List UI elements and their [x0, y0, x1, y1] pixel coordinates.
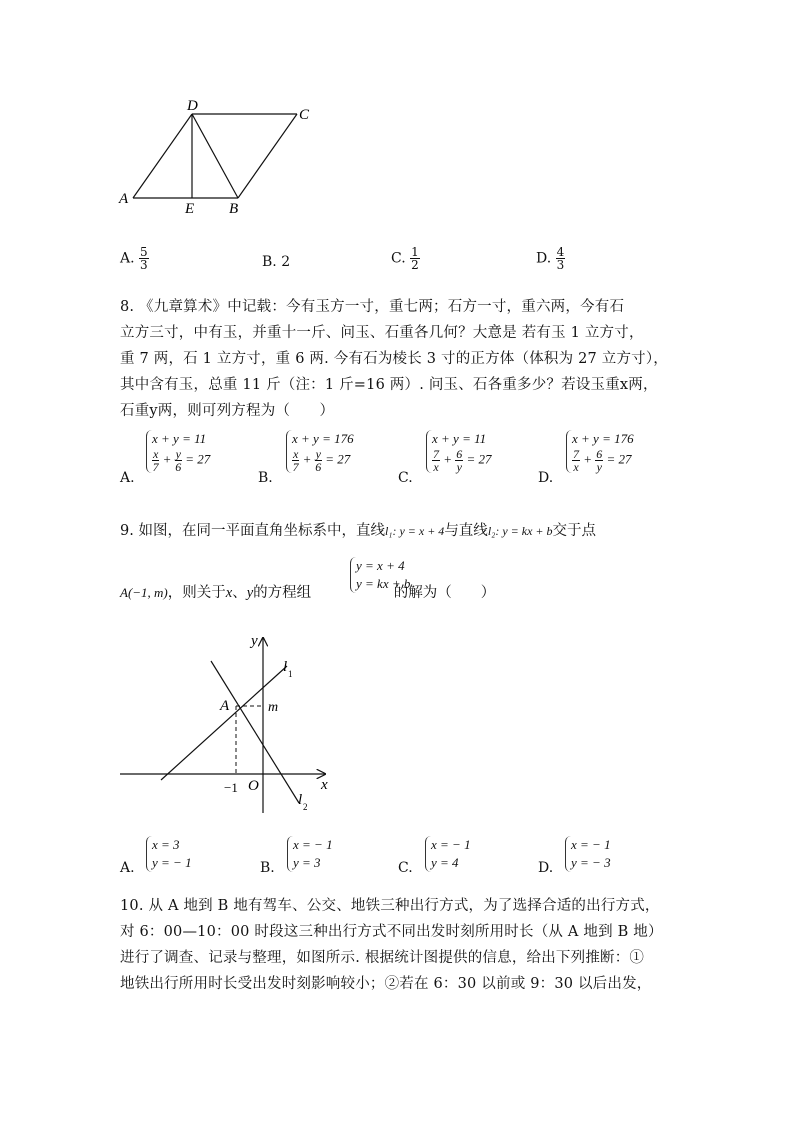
equation-system: x + y = 176 $\frac{x}{7}$ + $\frac{y}{6}$ = 27	[286, 430, 402, 473]
l2-equation: l₂: y = kx + b	[487, 524, 553, 538]
option-letter: A.	[120, 250, 135, 267]
solution-system: x = 3 y = − 1	[146, 836, 222, 872]
solution-system: x = − 1 y = 4	[425, 836, 501, 872]
q7-option-a[interactable]	[120, 246, 149, 271]
l1-equation: l₁: y = x + 4	[384, 524, 445, 538]
x-axis-label: x	[321, 777, 328, 793]
label-D: D	[187, 98, 198, 114]
l1-subscript: 1	[288, 669, 293, 679]
text-line: 石重y两，则可列方程为（ ）	[120, 403, 335, 419]
option-letter: C.	[391, 250, 406, 267]
l2-label: l	[298, 792, 303, 808]
option-value: 2	[281, 254, 291, 270]
option-letter: D.	[536, 250, 552, 267]
fraction: $\frac{5}{3}$	[140, 245, 148, 272]
l2-subscript: 2	[303, 802, 308, 812]
text-line: 10. 从 A 地到 B 地有驾车、公交、地铁三种出行方式，为了选择合适的出行方式，	[120, 898, 660, 914]
option-letter: B.	[260, 860, 275, 876]
label-B: B	[229, 201, 239, 217]
parallelogram-figure	[115, 95, 335, 220]
label-E: E	[185, 201, 195, 217]
text-line: 8. 《九章算术》中记载：今有玉方一寸，重七两；石方一寸，重六两，今有石	[120, 299, 625, 315]
label-A: A	[119, 191, 129, 207]
label-C: C	[299, 107, 310, 123]
question-8-text	[120, 294, 680, 424]
equation-system: x + y = 176 $\frac{7}{x}$ + $\frac{6}{y}$ = 27	[566, 430, 682, 473]
y-axis-label: y	[251, 633, 258, 649]
question-9-line-2: A(−1, m)，则关于x、y的方程组 的解为（ ）	[120, 585, 496, 601]
text-line: 地铁出行所用时长受出发时刻影响较小；②若在 6：30 以前或 9：30 以后出发，	[120, 976, 652, 992]
m-label: m	[268, 700, 279, 715]
question-10-text	[120, 893, 680, 997]
equation-system: x + y = 11 $\frac{x}{7}$ + $\frac{y}{6}$ = 27	[146, 430, 262, 473]
option-letter: C.	[398, 470, 413, 486]
option-letter: A.	[120, 860, 135, 876]
point-a: A(−1, m)	[120, 585, 168, 600]
option-letter: D.	[538, 470, 554, 486]
side-AD	[133, 114, 192, 198]
origin-label: O	[248, 778, 259, 794]
equation-system: x + y = 11 $\frac{7}{x}$ + $\frac{6}{y}$ = 27	[426, 430, 542, 473]
option-letter: C.	[398, 860, 413, 876]
fraction: $\frac{1}{2}$	[411, 245, 419, 272]
text: 9. 如图，在同一平面直角坐标系中，直线	[120, 523, 385, 539]
side-BC	[238, 114, 297, 198]
point-a-label: A	[220, 698, 230, 714]
option-letter: D.	[538, 860, 554, 876]
text: 交于点	[552, 523, 596, 539]
solution-system: x = − 1 y = 3	[287, 836, 363, 872]
diagonal-DB	[192, 114, 238, 198]
q7-option-c[interactable]	[391, 246, 420, 271]
q9-equation-system: y = x + 4 y = kx + b	[350, 557, 428, 593]
q7-option-d[interactable]	[536, 246, 565, 271]
l1-label: l	[283, 659, 288, 675]
option-letter: B.	[258, 470, 273, 486]
question-9-line-1	[120, 519, 596, 540]
text-line: 立方三寸，中有玉，并重十一斤、问玉、石重各几何？大意是 若有玉 1 立方寸，	[120, 325, 644, 341]
text: 与直线	[444, 523, 488, 539]
option-letter: B.	[262, 254, 277, 270]
text-line: 其中含有玉，总重 11 斤（注：1 斤=16 两）. 问玉、石各重多少？若设玉重x两，	[120, 377, 658, 393]
solution-system: x = − 1 y = − 3	[565, 836, 641, 872]
text-line: 对 6：00—10：00 时段这三种出行方式不同出发时刻所用时长（从 A 地到 B 地）	[120, 924, 663, 940]
text-line: 进行了调查、记录与整理，如图所示. 根据统计图提供的信息，给出下列推断：①	[120, 950, 645, 966]
neg-one-label: −1	[224, 780, 238, 795]
option-letter: A.	[120, 470, 135, 486]
q7-option-b[interactable]	[262, 254, 290, 270]
fraction: $\frac{4}{3}$	[556, 245, 565, 272]
text-line: 重 7 两，石 1 立方寸，重 6 两. 今有石为棱长 3 寸的正方体（体积为 27 立方寸），	[120, 351, 669, 367]
coordinate-graph	[115, 628, 340, 820]
